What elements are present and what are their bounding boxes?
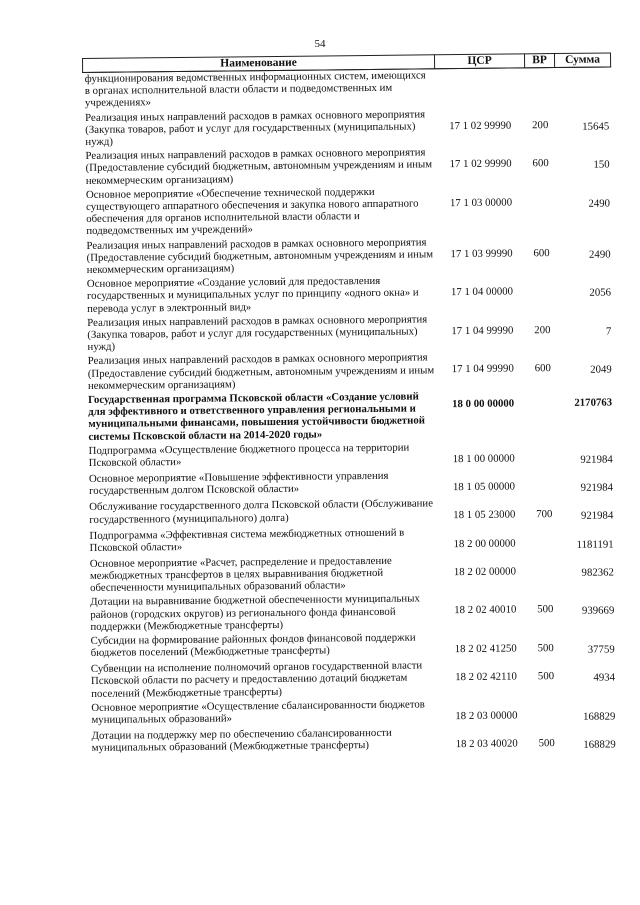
row-name: Подпрограмма «Осуществление бюджетного процесса на территории Псковской области»: [88, 441, 410, 470]
row-vr: [529, 525, 559, 554]
table-row: [83, 106, 611, 150]
row-vr: [528, 389, 559, 440]
table-row: [88, 552, 616, 596]
row-name: Реализация иных направлений расходов в рамках основного мероприятия (Закупка товаров, работ и услуг для государственных (муниципальных) нужд): [87, 313, 428, 354]
row-vr: 500: [537, 670, 555, 683]
row-name: Основное мероприятие «Повышение эффективности управления государственным долгом Псковской области»: [88, 469, 389, 498]
row-sum: 939669: [581, 604, 615, 618]
row-vr: 500: [538, 737, 555, 750]
row-vr: [526, 184, 557, 235]
row-vr: [531, 697, 561, 726]
row-csr: [435, 68, 525, 108]
row-csr: 18 2 02 42110: [455, 670, 517, 684]
row-sum: 37759: [587, 643, 615, 656]
row-vr: 600: [534, 362, 551, 375]
table-row: [84, 183, 613, 239]
header-sum: Сумма: [554, 53, 610, 68]
row-sum: 168829: [582, 710, 616, 723]
row-vr: [529, 440, 559, 469]
row-csr: 18 1 00 00000: [452, 452, 515, 466]
table-row: [89, 658, 617, 702]
row-csr: 17 1 02 99990: [449, 157, 512, 171]
budget-document: [82, 52, 617, 758]
table-row: [90, 724, 618, 758]
row-name: Обслуживание государственного долга Псковской области (Обслуживание государственного (муниципального) долга): [89, 497, 434, 526]
row-name: Реализация иных направлений расходов в рамках основного мероприятия (Предоставление субсидий бюджетным, автономным учреждениям и иным некоммерческим организациям): [85, 146, 433, 187]
row-vr: 700: [536, 508, 553, 521]
row-vr: 500: [537, 603, 554, 616]
budget-table: [82, 52, 618, 758]
row-csr: 18 1 05 00000: [452, 480, 516, 494]
row-name: функционирования ведомственных информационных систем, имеющихся в органах исполнительной власти области и подведомственных им учреждениях»: [84, 69, 426, 110]
table-row: [83, 67, 611, 112]
table-body: [83, 67, 618, 758]
row-sum: 2170763: [574, 396, 613, 409]
row-csr: 17 1 02 99990: [449, 119, 512, 132]
row-name: Дотации на выравнивание бюджетной обеспеченности муниципальных районов (городских округов) из регионального фонда финансовой поддержки (Межбюджетные трансферты): [90, 592, 420, 633]
row-sum: 15645: [582, 120, 610, 133]
table-row: [86, 389, 615, 445]
row-vr: 600: [532, 157, 549, 170]
row-sum: 982362: [581, 566, 614, 579]
row-csr: 18 2 00 00000: [453, 536, 516, 550]
row-csr: 18 2 03 40020: [455, 737, 518, 751]
row-sum: 168829: [583, 738, 616, 751]
row-vr: 200: [532, 118, 549, 131]
row-vr: [525, 68, 555, 107]
row-name: Реализация иных направлений расходов в рамках основного мероприятия (Закупка товаров, работ и услуг для государственных (муниципальных) нужд): [85, 108, 426, 148]
row-name: Субсидии на формирование районных фондов финансовой поддержки бюджетов поселений (Межбюджетные трансферты): [90, 631, 416, 660]
row-csr: 18 2 02 41250: [454, 642, 517, 656]
row-sum: 921984: [580, 509, 614, 523]
row-name: Реализация иных направлений расходов в рамках основного мероприятия (Предоставление субсидий бюджетным, автономным учреждениям и иным некоммерческим организациям): [87, 351, 435, 392]
row-csr: 17 1 04 99990: [451, 362, 514, 376]
row-sum: 4934: [593, 671, 616, 684]
row-vr: 600: [533, 246, 550, 259]
row-sum: 2049: [590, 363, 612, 377]
table-row: [88, 591, 616, 635]
row-csr: 18 2 02 40010: [454, 603, 517, 617]
row-sum: 2490: [588, 197, 611, 210]
row-sum: 2056: [589, 286, 612, 299]
row-vr: [529, 468, 559, 497]
row-sum: 1181191: [576, 537, 614, 551]
page-number: 54: [314, 38, 326, 50]
row-name: Основное мероприятие «Создание условий для предоставления государственных и муниципальных услуг по принципу «одного окна» и перевода услуг в электронный вид»: [86, 275, 419, 315]
row-name: Реализация иных направлений расходов в рамках основного мероприятия (Предоставление субсидий бюджетным, автономным учреждениям и иным некоммерческим организациям): [86, 236, 434, 277]
header-csr: ЦСР: [434, 54, 524, 69]
row-name: Государственная программа Псковской области «Создание условий для эффективного и ответственного управления региональными и муниципальными финансами, повышения устойчивости бюджетной системы Псковской области на 2014-2020 годы»: [88, 390, 425, 443]
table-row: [83, 145, 611, 189]
row-vr: 200: [534, 323, 551, 337]
row-csr: 18 2 02 00000: [453, 565, 517, 578]
row-sum: 921984: [580, 481, 614, 494]
row-sum: [555, 67, 611, 107]
row-name: Основное мероприятие «Расчет, распределение и предоставление межбюджетных трансфертов в целях выравнивания бюджетной обеспеченности муниципальных образований области»: [89, 554, 392, 595]
row-sum: 150: [593, 158, 610, 171]
table-row: [85, 311, 613, 355]
row-csr: 17 1 04 00000: [450, 285, 514, 299]
row-csr: 17 1 03 00000: [449, 196, 513, 209]
table-row: [85, 273, 613, 317]
row-name: Основное мероприятие «Осуществление сбалансированности бюджетов муниципальных образований»: [91, 698, 425, 726]
row-name: Дотации на поддержку мер по обеспечению сбалансированности муниципальных образований (Межбюджетные трансферты): [91, 726, 392, 755]
row-csr: 18 1 05 23000: [453, 508, 516, 522]
row-vr: [527, 273, 557, 312]
row-csr: 17 1 04 99990: [451, 324, 514, 338]
row-csr: 17 1 03 99990: [450, 247, 513, 260]
row-name: Субвенции на исполнение полномочий органов государственной власти Псковской области по расчету и предоставлению дотаций бюджетам поселений (Межбюджетные трансферты): [90, 659, 423, 700]
row-name: Основное мероприятие «Обеспечение технической поддержки существующего аппаратного обеспечения и закупка нового аппаратного обеспечения для органов исполнительной власти области и подведомственных им учреждений»: [85, 185, 419, 238]
row-sum: 7: [605, 325, 612, 338]
row-csr: 18 0 00 00000: [452, 397, 515, 411]
row-vr: [530, 553, 560, 592]
table-row: [86, 350, 614, 394]
table-row: [84, 234, 612, 278]
row-vr: 500: [537, 642, 554, 655]
header-name: Наименование: [83, 55, 435, 73]
row-name: Подпрограмма «Эффективная система межбюджетных отношений в Псковской области»: [89, 526, 405, 554]
row-sum: 921984: [580, 453, 613, 466]
row-csr: 18 2 03 00000: [455, 709, 518, 722]
header-vr: ВР: [524, 54, 554, 68]
row-sum: 2490: [588, 248, 611, 261]
